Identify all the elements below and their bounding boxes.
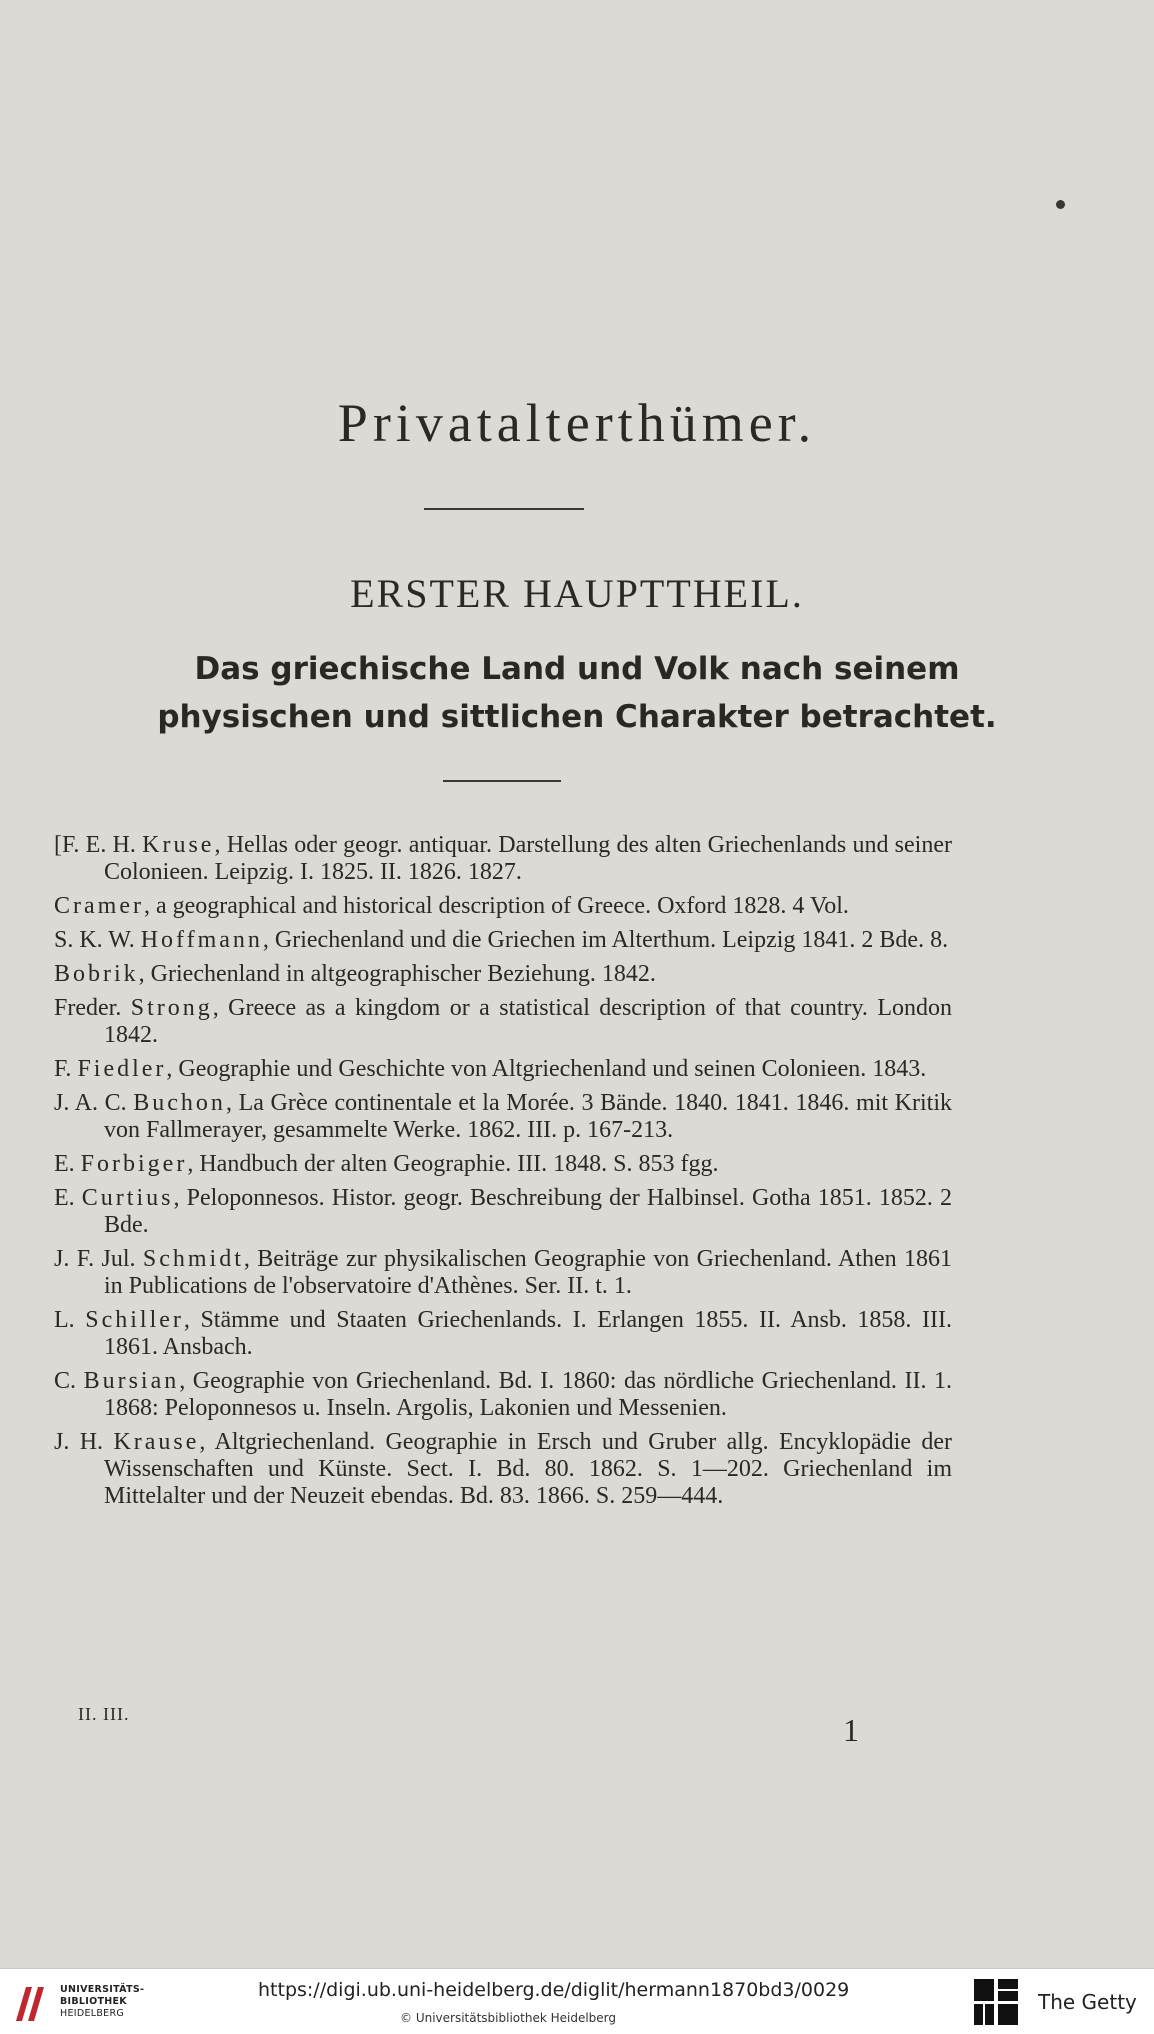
reference-prefix: L. (54, 1307, 86, 1333)
library-logo-icon (12, 1983, 48, 2023)
reference-text: , Handbuch der alten Geographie. III. 1848. S. 853 fgg. (187, 1151, 719, 1177)
reference-author: Forbiger (80, 1151, 188, 1177)
section-subtitle (40, 645, 1114, 741)
reference-prefix: E. (54, 1151, 81, 1177)
reference-entry (54, 1090, 952, 1144)
reference-text: , Griechenland und die Griechen im Alterthum. Leipzig 1841. 2 Bde. 8. (262, 927, 949, 953)
reference-entry (54, 832, 952, 886)
reference-prefix: S. K. W. (54, 927, 141, 953)
reference-author: Buchon (133, 1090, 226, 1116)
reference-prefix: F. (54, 1056, 78, 1082)
subtitle-rule (443, 780, 561, 782)
reference-text: , Hellas oder geogr. antiquar. Darstellung des alten Griechenlands und seiner Colonieen. Leipzig. I. 1825. II. 1826. 1827. (104, 832, 952, 885)
reference-author: Bursian (83, 1368, 180, 1394)
library-name (60, 1984, 144, 2020)
reference-text: , a geographical and historical description of Greece. Oxford 1828. 4 Vol. (143, 893, 849, 919)
reference-text: , Geographie und Geschichte von Altgriechenland und seinen Colonieen. 1843. (166, 1056, 927, 1082)
reference-text: , La Grèce continentale et la Morée. 3 Bände. 1840. 1841. 1846. mit Kritik von Fallmerayer, gesammelte Werke. 1862. III. p. 167-213. (104, 1090, 952, 1143)
reference-entry (54, 1429, 952, 1510)
library-name-line-1: UNIVERSITÄTS- (60, 1984, 145, 1995)
page-number: 1 (843, 1712, 859, 1748)
signature-mark: II. III. (78, 1704, 130, 1724)
subtitle-line-1: Das griechische Land und Volk nach seinem (194, 651, 960, 687)
reference-prefix: J. F. Jul. (54, 1246, 143, 1272)
reference-entry (54, 995, 952, 1049)
reference-author: Kruse (142, 832, 215, 858)
reference-text: , Peloponnesos. Histor. geogr. Beschreibung der Halbinsel. Gotha 1851. 1852. 2 Bde. (104, 1185, 952, 1238)
reference-author: Schiller (85, 1307, 184, 1333)
reference-prefix: Freder. (54, 995, 131, 1021)
getty-name[interactable]: The Getty (1038, 1990, 1137, 2014)
reference-prefix: J. H. (54, 1429, 114, 1455)
reference-entry (54, 927, 952, 954)
reference-text: , Greece as a kingdom or a statistical description of that country. London 1842. (104, 995, 952, 1048)
reference-author: Bobrik (54, 961, 139, 987)
reference-list (54, 832, 952, 1517)
library-logo[interactable] (12, 1981, 162, 2025)
viewer-footer (0, 1968, 1154, 2034)
reference-text: , Stämme und Staaten Griechenlands. I. Erlangen 1855. II. Ansb. 1858. III. 1861. Ansbach. (104, 1307, 952, 1360)
reference-entry (54, 1246, 952, 1300)
library-name-line-2: BIBLIOTHEK (60, 1996, 127, 2007)
part-heading: ERSTER HAUPTTHEIL. (350, 571, 804, 616)
reference-text: , Beiträge zur physikalischen Geographie von Griechenland. Athen 1861 in Publications de l'observatoire d'Athènes. Ser. II. t. 1. (104, 1246, 952, 1299)
reference-prefix: [F. E. H. (54, 832, 143, 858)
reference-prefix: E. (54, 1185, 82, 1211)
reference-text: , Geographie von Griechenland. Bd. I. 1860: das nördliche Griechenland. II. 1. 1868: Peloponnesos u. Inseln. Argolis, Lakonien und Messenien. (104, 1368, 953, 1421)
reference-entry (54, 1056, 952, 1083)
subtitle-line-2: physischen und sittlichen Charakter betrachtet. (157, 699, 997, 735)
reference-prefix: C. (54, 1368, 84, 1394)
reference-author: Hoffmann (140, 927, 263, 953)
permalink-url[interactable]: https://digi.ub.uni-heidelberg.de/diglit/hermann1870bd3/0029 (258, 1979, 850, 2001)
page-title: Privatalterthümer. (337, 393, 817, 453)
library-name-line-3: HEIDELBERG (60, 2008, 125, 2019)
reference-author: Fiedler (77, 1056, 167, 1082)
reference-entry (54, 961, 952, 988)
reference-entry (54, 1185, 952, 1239)
reference-entry (54, 1151, 952, 1178)
reference-author: Schmidt (142, 1246, 244, 1272)
reference-entry (54, 1368, 952, 1422)
reference-text: , Altgriechenland. Geographie in Ersch und Gruber allg. Encyklopädie der Wissenschaften und Künste. Sect. I. Bd. 80. 1862. S. 1—202. Griechenland im Mittelalter und der Neuzeit ebendas. Bd. 83. 1866. S. 259—444. (104, 1429, 952, 1509)
reference-entry (54, 893, 952, 920)
reference-author: Krause (113, 1429, 200, 1455)
reference-author: Curtius (81, 1185, 174, 1211)
title-rule (424, 508, 584, 510)
ink-speck (1056, 200, 1065, 209)
reference-entry (54, 1307, 952, 1361)
reference-author: Strong (130, 995, 213, 1021)
reference-prefix: J. A. C. (54, 1090, 134, 1116)
getty-logo-icon[interactable] (972, 1977, 1020, 2027)
copyright-notice: © Universitätsbibliothek Heidelberg (400, 2011, 617, 2025)
reference-author: Cramer (54, 893, 144, 919)
reference-text: , Griechenland in altgeographischer Beziehung. 1842. (138, 961, 656, 987)
